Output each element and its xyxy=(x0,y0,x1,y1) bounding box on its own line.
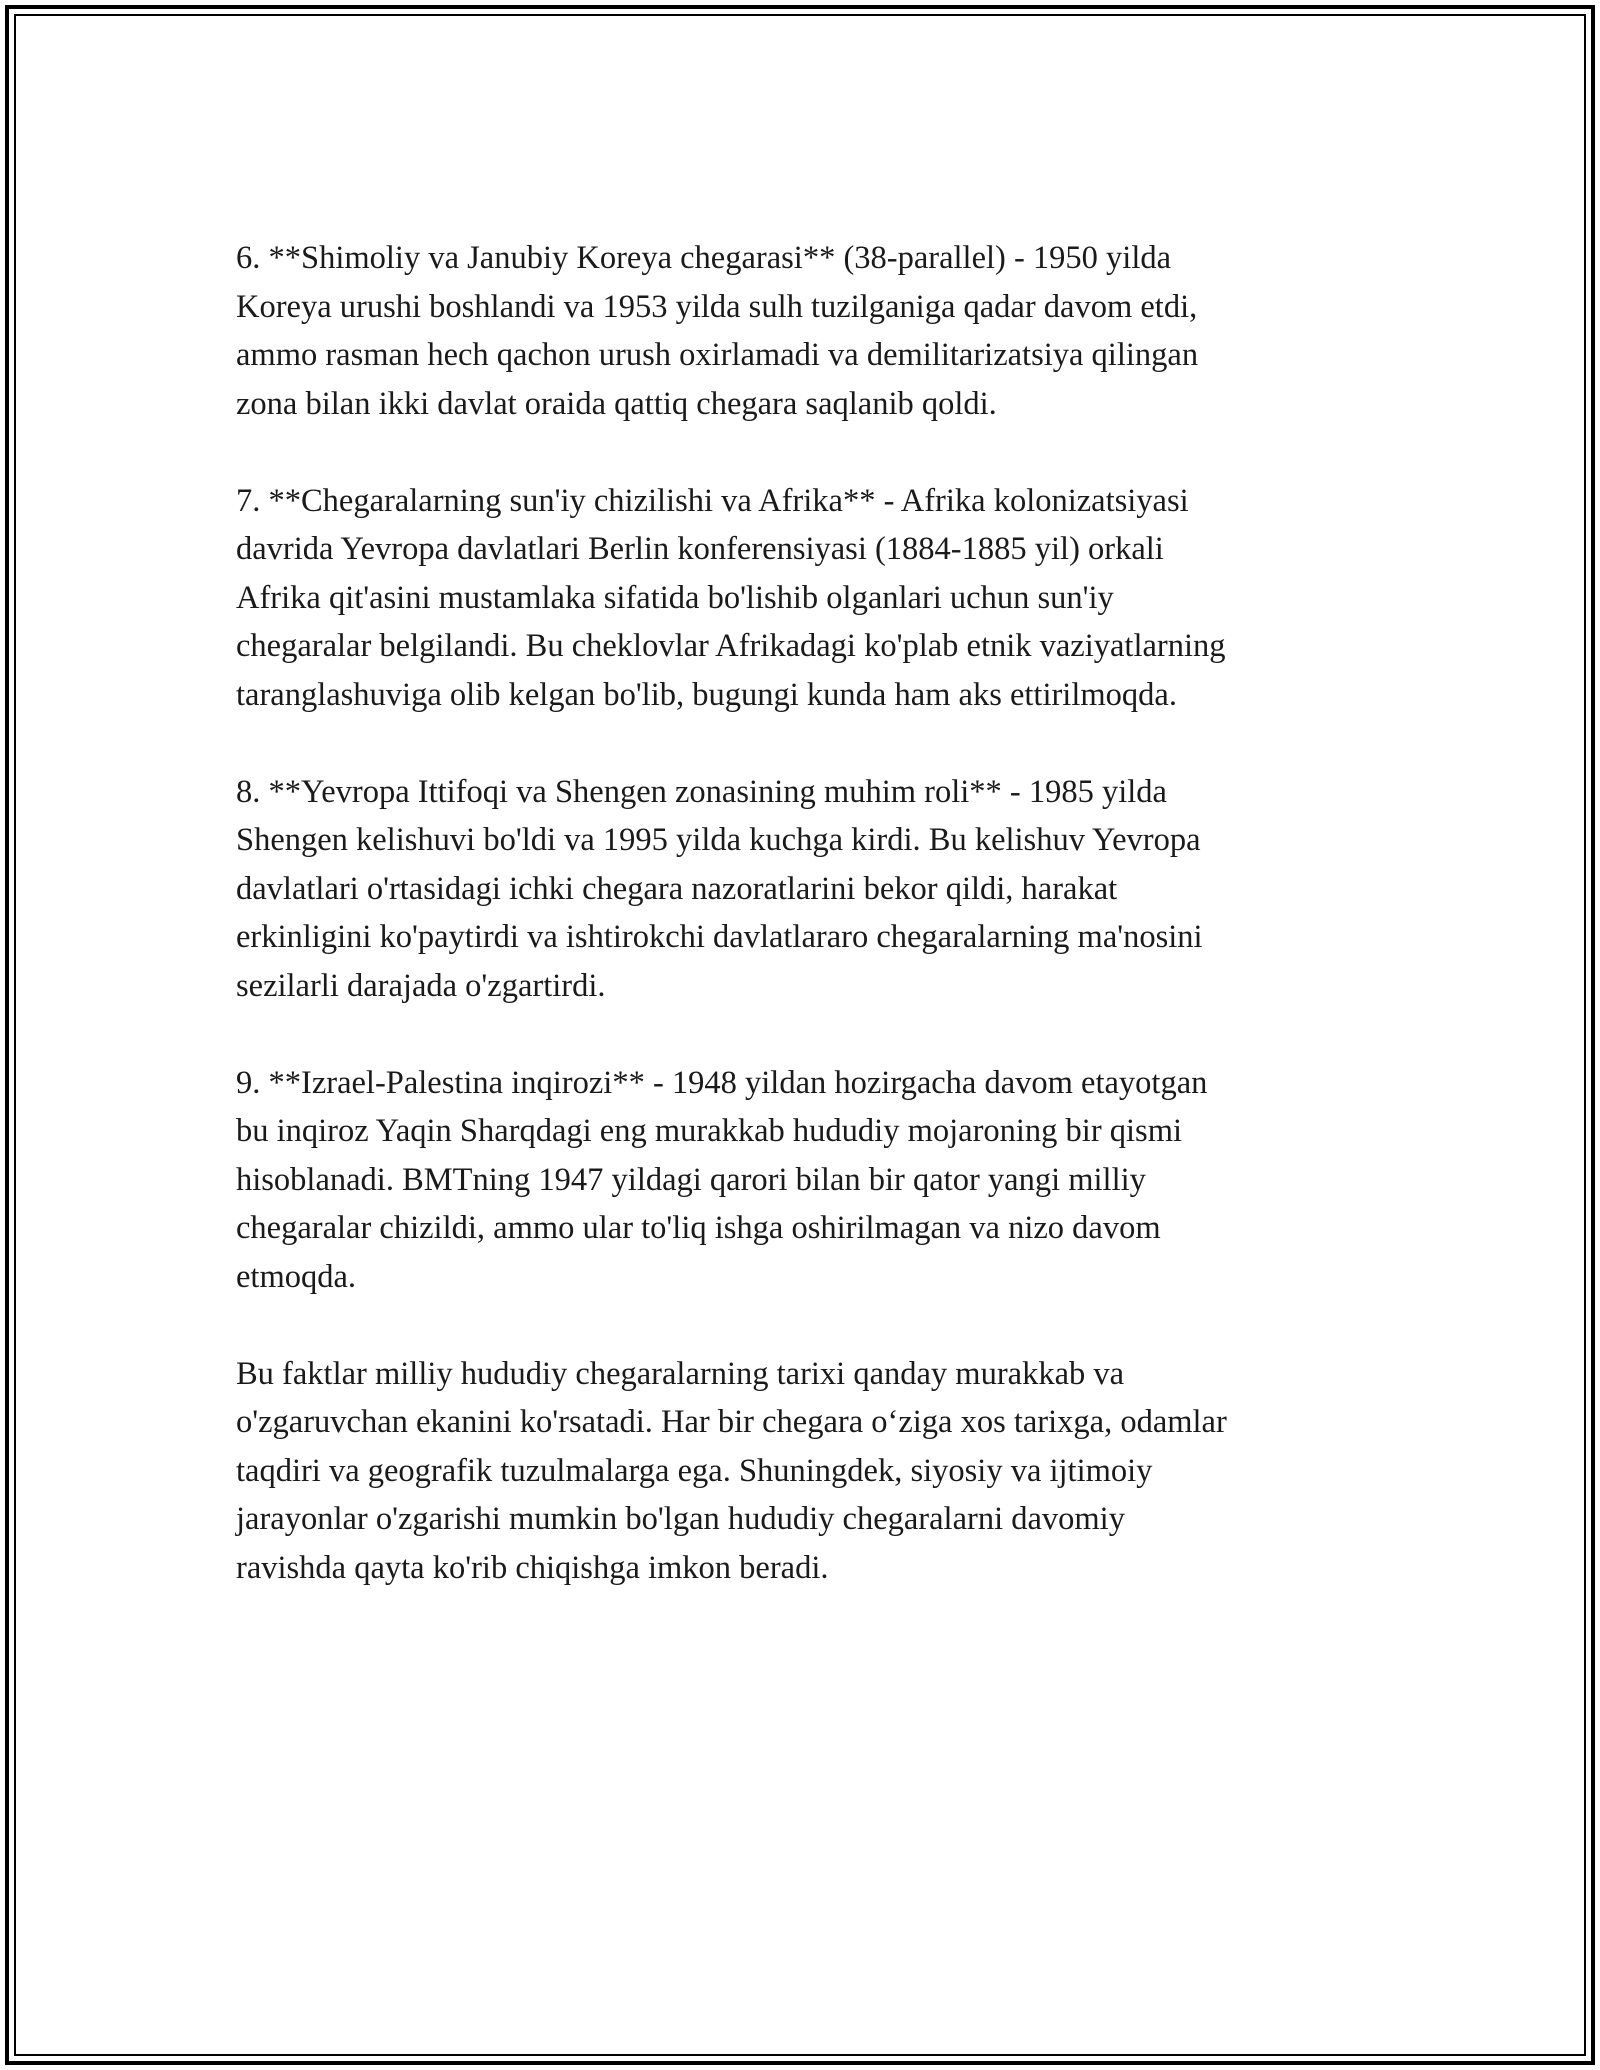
paragraph-schengen-zone: 8. **Yevropa Ittifoqi va Shengen zonasining muhim roli** - 1985 yilda Shengen kelishuvi bo'ldi va 1995 yilda kuchga kirdi. Bu kelishuv Yevropa davlatlari o'rtasidagi ichki chegara nazoratlarini bekor qildi, harakat erkinligini ko'paytirdi va ishtirokchi davlatlararo chegaralarning ma'nosini sezilarli darajada o'zgartirdi. xyxy=(236,773,1203,1004)
paragraph-korea-border: 6. **Shimoliy va Janubiy Koreya chegarasi** (38-parallel) - 1950 yilda Koreya urushi boshlandi va 1953 yilda sulh tuzilganiga qadar davom etdi, ammo rasman hech qachon urush oxirlamadi va demilitarizatsiya qilingan zona bilan ikki davlat oraida qattiq chegara saqlanib qoldi. xyxy=(236,240,1199,422)
document-body xyxy=(236,234,1366,1592)
paragraph-israel-palestine: 9. **Izrael-Palestina inqirozi** - 1948 yildan hozirgacha davom etayotgan bu inqiroz Yaqin Sharqdagi eng murakkab hududiy mojaroning bir qismi hisoblanadi. BMTning 1947 yildagi qarori bilan bir qator yangi milliy chegaralar chizildi, ammo ular to'liq ishga oshirilmagan va nizo davom etmoqda. xyxy=(236,1064,1208,1295)
paragraph-africa-borders: 7. **Chegaralarning sun'iy chizilishi va Afrika** - Afrika kolonizatsiyasi davrida Yevropa davlatlari Berlin konferensiyasi (1884-1885 yil) orkali Afrika qit'asini mustamlaka sifatida bo'lishib olganlari uchun sun'iy chegaralar belgilandi. Bu cheklovlar Afrikadagi ko'plab etnik vaziyatlarning taranglashuviga olib kelgan bo'lib, bugungi kunda ham aks ettirilmoqda. xyxy=(236,482,1226,713)
paragraph-conclusion: Bu faktlar milliy hududiy chegaralarning tarixi qanday murakkab va o'zgaruvchan ekanini ko'rsatadi. Har bir chegara o‘ziga xos tarixga, odamlar taqdiri va geografik tuzulmalarga ega. Shuningdek, siyosiy va ijtimoiy jarayonlar o'zgarishi mumkin bo'lgan hududiy chegaralarni davomiy ravishda qayta ko'rib chiqishga imkon beradi. xyxy=(236,1355,1227,1586)
